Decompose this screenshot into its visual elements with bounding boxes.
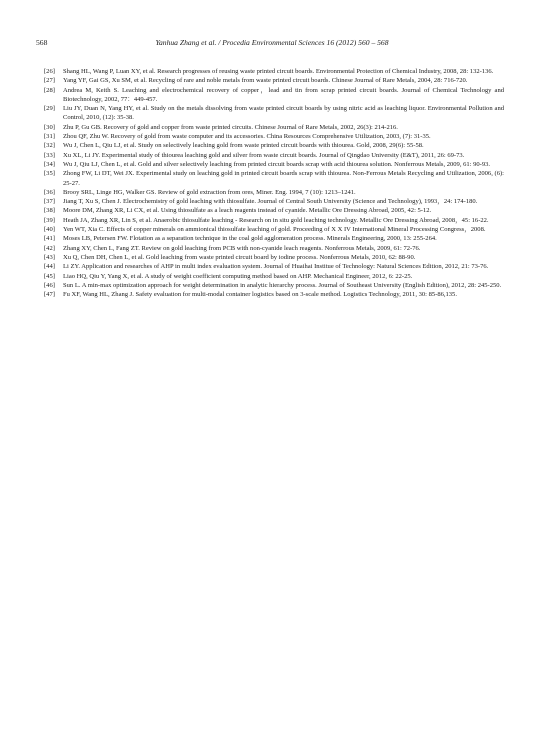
reference-number: [37] — [44, 198, 55, 206]
reference-item — [44, 123, 504, 132]
reference-number: [46] — [44, 281, 55, 289]
reference-text: Liao HQ, Qiu Y, Yang X, et al. A study of weight coefficient computing method based on AHP. Mechanical Engineer, 2012, 6: 22-25. — [63, 272, 413, 280]
reference-text: Yang YF, Gai GS, Xu SM, et al. Recycling of rare and noble metals from waste printed circuit boards. Chinese Journal of Rare Metals, 2004, 28: 716-720. — [63, 77, 468, 85]
reference-number: [28] — [44, 86, 55, 94]
reference-item — [44, 67, 504, 76]
reference-item — [44, 216, 504, 225]
reference-item — [44, 225, 504, 234]
reference-text: Wu J, Chen L, Qiu LJ, et al. Study on selectively leaching gold from waste printed circuit boards with thiourea. Gold, 2008, 29(6): 55-58. — [63, 142, 424, 150]
reference-text: Moses LB, Petersen FW. Flotation as a separation technique in the coal gold agglomeration process. Minerals Engineering, 2000, 13: 255-264. — [63, 235, 437, 243]
reference-text: Sun L. A min-max optimization approach for weight determination in analytic hierarchy process. Journal of Southeast University (English Edition), 2012, 28: 245-250. — [63, 281, 502, 289]
reference-text: Andrea M, Keith S. Leaching and electrochemical recovery of copper，lead and tin from scrap printed circuit boards. Journal of Chemical Technology and Biotechnology, 2002, 77：449-457. — [63, 86, 504, 103]
reference-item — [44, 160, 504, 169]
reference-item — [44, 197, 504, 206]
reference-number: [26] — [44, 68, 55, 75]
reference-number: [39] — [44, 216, 55, 224]
reference-number: [27] — [44, 77, 55, 85]
reference-number: [33] — [44, 151, 55, 159]
reference-number: [47] — [44, 291, 55, 299]
reference-item — [44, 281, 504, 290]
reference-item — [44, 169, 504, 188]
reference-item — [44, 132, 504, 141]
reference-text: Shang HL, Wang P, Luan XY, et al. Research progresses of reusing waste printed circuit boards. Environmental Protection of Chemical Industry, 2008, 28: 132-136. — [63, 68, 494, 75]
reference-text: Zhang XY, Chen L, Fang ZT. Review on gold leaching from PCB with non-cyanide leach reagents. Nonferrous Metals, 2009, 61: 72-76. — [63, 244, 421, 252]
reference-item — [44, 206, 504, 215]
reference-number: [38] — [44, 207, 55, 215]
reference-text: Fu XF, Wang HL, Zhang J. Safety evaluation for multi-modal container logistics based on 3-scale method. Logistics Technology, 2011, 30: 85-86,135. — [63, 291, 457, 299]
reference-text: Liu JY, Duan N, Yang HY, et al. Study on the metals dissolving from waste printed circuit boards by using nitric acid as leaching liquor. Environmental Pollution and Control, 2010, (12): 35-38. — [63, 105, 504, 122]
reference-number: [29] — [44, 105, 55, 113]
reference-text: Zhong FW, Li DT, Wei JX. Experimental study on leaching gold in printed circuit boards scrap with thiourea. Non-Ferrous Metals Recycling and Utilization, 2006, (6): 25-27. — [63, 170, 504, 187]
reference-item — [44, 290, 504, 299]
reference-text: Moore DM, Zhang XR, Li CX, et al. Using thiosulfate as a leach reagents instead of cyanide. Metallic Ore Dressing Abroad, 2005, 42: 5-12. — [63, 207, 432, 215]
reference-number: [35] — [44, 170, 55, 178]
reference-item — [44, 244, 504, 253]
reference-text: Xu Q, Chen DH, Chen L, et al. Gold leaching from waste printed circuit board by iodine process. Nonferrous Metals, 2010, 62: 88-90. — [63, 253, 416, 261]
reference-number: [30] — [44, 123, 55, 131]
reference-text: Wu J, Qiu LJ, Chen L, et al. Gold and silver selectively leaching from printed circuit boards scrap with acid thiourea solution. Nonferrous Metals, 2009, 61: 90-93. — [63, 160, 491, 168]
reference-item — [44, 76, 504, 85]
reference-number: [34] — [44, 160, 55, 168]
reference-number: [42] — [44, 244, 55, 252]
reference-item — [44, 234, 504, 243]
reference-item — [44, 141, 504, 150]
reference-number: [31] — [44, 133, 55, 141]
page-header — [36, 38, 508, 50]
reference-number: [32] — [44, 142, 55, 150]
reference-text: Zhu P, Gu GB. Recovery of gold and copper from waste printed circuits. Chinese Journal of Rare Metals, 2002, 26(3): 214-216. — [63, 123, 398, 131]
reference-text: Zhou QF, Zhu W. Recovery of gold from waste computer and its accessories. China Resources Comprehensive Utilization, 2003, (7): 31-35. — [63, 133, 431, 141]
reference-number: [44] — [44, 263, 55, 271]
page-number: 568 — [36, 38, 48, 47]
reference-text: Brooy SRL, Linge HG, Walker GS. Review of gold extraction from ores, Miner. Eng. 1994, 7 (10): 1213–1241. — [63, 188, 356, 196]
reference-text: Xu XL, Li JY. Experimental study of thiourea leaching gold and silver from waste circuit boards. Journal of Qingdao University (E&T), 2011, 26: 69-73. — [63, 151, 465, 159]
reference-text: Li ZY. Application and researches of AHP in multi index evaluation system. Journal of Huaihai Institue of Technology: Natural Sciences Edition, 2012, 21: 73-76. — [63, 263, 489, 271]
reference-number: [40] — [44, 226, 55, 234]
reference-number: [36] — [44, 188, 55, 196]
reference-number: [41] — [44, 235, 55, 243]
reference-item — [44, 104, 504, 123]
reference-item — [44, 188, 504, 197]
reference-item — [44, 272, 504, 281]
reference-number: [45] — [44, 272, 55, 280]
reference-list — [44, 67, 504, 299]
running-head: Yanhua Zhang et al. / Procedia Environmental Sciences 16 (2012) 560 – 568 — [155, 38, 389, 47]
reference-item — [44, 86, 504, 105]
reference-item — [44, 262, 504, 271]
reference-text: Yen WT, Xia C. Effects of copper minerals on ammionical thiosulfate leaching of gold. Proceeding of X X IV International Mineral Processing Congress，2008. — [63, 226, 486, 234]
reference-number: [43] — [44, 253, 55, 261]
reference-text: Jiang T, Xu S, Chen J. Electrochemistry of gold leaching with thiosulfate. Journal of Central South University (Science and Technology), 1993，24: 174-180. — [63, 198, 478, 206]
reference-item — [44, 151, 504, 160]
reference-item — [44, 253, 504, 262]
reference-text: Heath JA, Zhang XR, Lin S, et al. Anaerobic thiosulfate leaching - Research on in situ gold leaching technology. Metallic Ore Dressing Abroad, 2008，45: 16-22. — [63, 216, 489, 224]
